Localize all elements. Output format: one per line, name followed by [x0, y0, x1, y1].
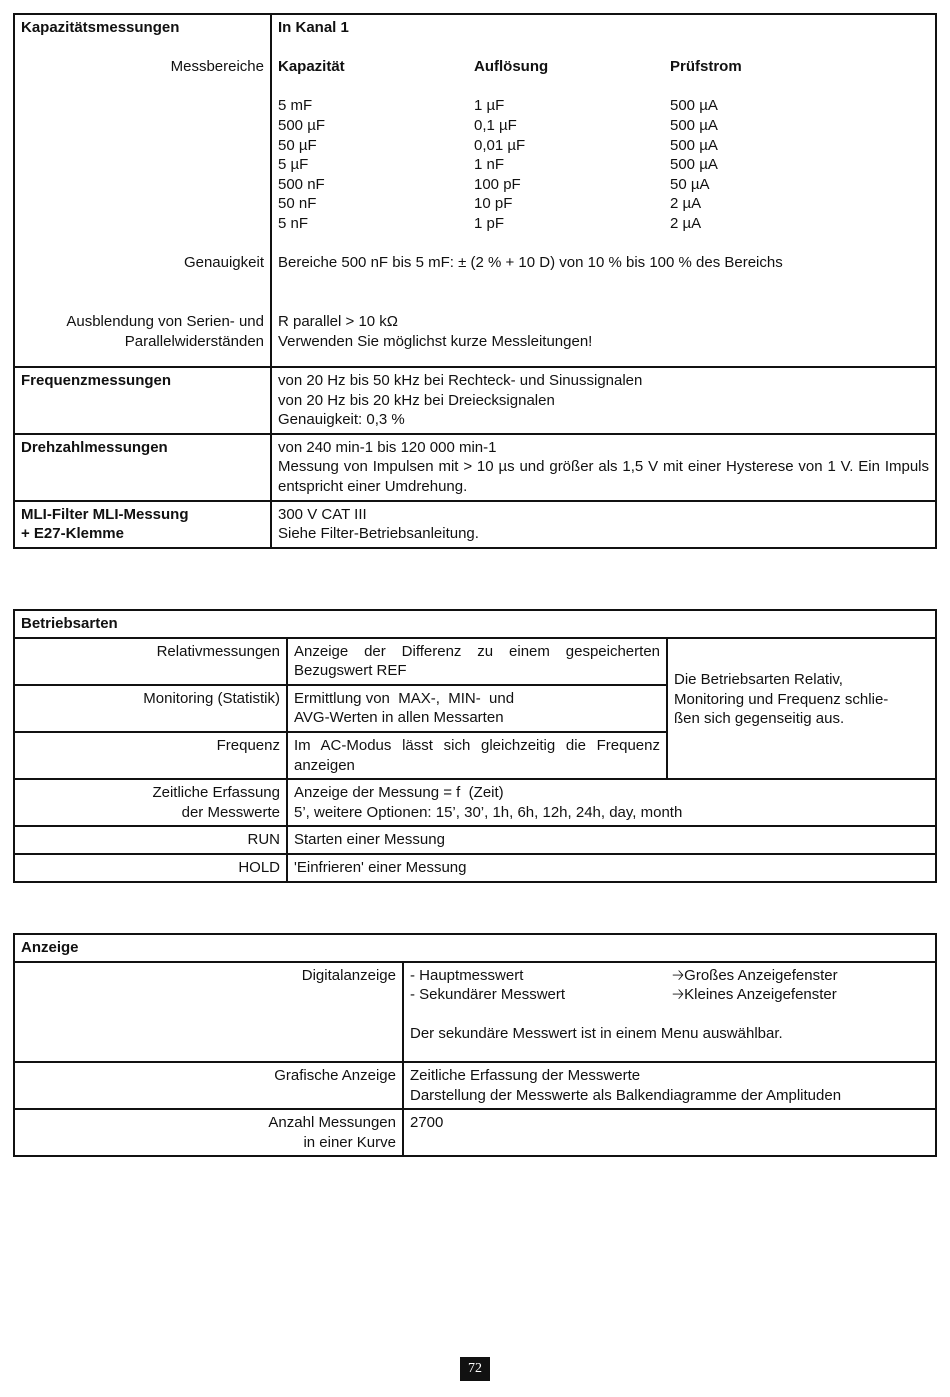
- display-title-text: Anzeige: [21, 939, 79, 956]
- digital-label-text: Digitalanzeige: [301, 966, 396, 984]
- header-capacitance: Kapazität: [278, 58, 345, 76]
- time-label-2: der Messwerte: [181, 803, 280, 821]
- digital-secondary: - Sekundärer Messwert: [410, 986, 566, 1004]
- frequency-values: [271, 367, 936, 434]
- time-label: [14, 779, 287, 826]
- range-current: 500 µA: [670, 136, 718, 154]
- range-current: 500 µA: [670, 116, 718, 134]
- range-capacitance: 5 µF: [278, 156, 309, 174]
- run-label: [14, 826, 287, 854]
- relative-row: [14, 638, 936, 685]
- range-capacitance: 5 mF: [278, 97, 313, 115]
- hold-value: [287, 854, 936, 882]
- graphic-value-2: Darstellung der Messwerte als Balkendiagramme der Amplituden: [410, 1086, 842, 1104]
- range-row: [278, 155, 929, 175]
- capacitance-values: [271, 14, 936, 367]
- range-current: 2 µA: [670, 214, 702, 232]
- mli-values: [271, 501, 936, 548]
- modes-note-line: Die Betriebsarten Relativ,: [674, 670, 843, 688]
- mli-title: [14, 501, 271, 548]
- run-row: [14, 826, 936, 854]
- rpm-description: Messung von Impulsen mit > 10 µs und größer als 1,5 V mit einer Hysterese von 1 V. Ein Impuls entspricht einer Umdrehung.: [278, 458, 929, 496]
- run-value: [287, 826, 936, 854]
- range-resolution: 1 nF: [474, 156, 505, 174]
- count-label-2: in einer Kurve: [303, 1133, 396, 1151]
- freq-mode-value: [287, 732, 667, 779]
- graphic-value-1: Zeitliche Erfassung der Messwerte: [410, 1066, 641, 1084]
- digital-main-row: [410, 966, 929, 986]
- digital-value: [403, 962, 936, 1062]
- range-current: 500 µA: [670, 156, 718, 174]
- frequency-row: [14, 367, 936, 434]
- digital-label: [14, 962, 403, 1062]
- range-row: [278, 96, 929, 116]
- monitoring-label-text: Monitoring (Statistik): [143, 689, 280, 707]
- modes-header-row: [14, 610, 936, 638]
- monitoring-label: [14, 685, 287, 732]
- graphic-label-text: Grafische Anzeige: [274, 1066, 396, 1084]
- run-value-text: Starten einer Messung: [294, 831, 445, 849]
- graphic-value: [403, 1062, 936, 1109]
- digital-note: Der sekundäre Messwert ist in einem Menu auswählbar.: [410, 1025, 783, 1043]
- range-resolution: 1 pF: [474, 214, 505, 232]
- hold-row: [14, 854, 936, 882]
- frequency-line: von 20 Hz bis 20 kHz bei Dreiecksignalen: [278, 391, 555, 409]
- arrow-right-icon: 🡢: [672, 966, 685, 984]
- mli-title-1: MLI-Filter MLI-Messung: [21, 505, 189, 523]
- display-header-row: [14, 934, 936, 962]
- freq-mode-value-text: Im AC-Modus lässt sich gleichzeitig die Frequenz anzeigen: [294, 736, 660, 774]
- rpm-title-text: Drehzahlmessungen: [21, 438, 168, 456]
- range-capacitance: 5 nF: [278, 214, 309, 232]
- suppression-label-2: Parallelwiderständen: [124, 332, 264, 350]
- modes-table: [13, 609, 937, 883]
- freq-mode-label-text: Frequenz: [216, 736, 280, 754]
- hold-label: [14, 854, 287, 882]
- header-resolution: Auflösung: [474, 58, 549, 76]
- digital-secondary-target: Kleines Anzeigefenster: [684, 986, 837, 1004]
- range-current: 2 µA: [670, 195, 702, 213]
- run-label-text: RUN: [247, 831, 280, 849]
- digital-main: - Hauptmesswert: [410, 966, 524, 984]
- hold-value-text: 'Einfrieren' einer Messung: [294, 858, 467, 876]
- range-resolution: 10 pF: [474, 195, 513, 213]
- header-test-current: Prüfstrom: [670, 58, 742, 76]
- capacitance-title: Kapazitätsmessungen: [21, 19, 180, 36]
- rpm-values: [271, 434, 936, 501]
- relative-value: [287, 638, 667, 685]
- graphic-label: [14, 1062, 403, 1109]
- range-row: [278, 175, 929, 195]
- suppression-value-2: Verwenden Sie möglichst kurze Messleitungen!: [278, 332, 593, 350]
- count-value: [403, 1109, 936, 1156]
- mli-note: Siehe Filter-Betriebsanleitung.: [278, 525, 479, 543]
- display-table: [13, 933, 937, 1157]
- range-current: 50 µA: [670, 175, 710, 193]
- range-table-header: [278, 57, 929, 77]
- count-label: [14, 1109, 403, 1156]
- modes-title: [14, 610, 936, 638]
- rpm-row: [14, 434, 936, 501]
- count-value-text: 2700: [410, 1114, 444, 1132]
- range-row: [278, 136, 929, 156]
- frequency-title-text: Frequenzmessungen: [21, 372, 172, 390]
- frequency-line: Genauigkeit: 0,3 %: [278, 411, 405, 429]
- range-row: [278, 214, 929, 234]
- time-row: [14, 779, 936, 826]
- modes-note-line: ßen sich gegenseitig aus.: [674, 710, 845, 728]
- rpm-range: von 240 min-1 bis 120 000 min-1: [278, 438, 497, 456]
- relative-value-text: Anzeige der Differenz zu einem gespeicherten Bezugswert REF: [294, 642, 660, 680]
- rpm-title: [14, 434, 271, 501]
- channel-label: In Kanal 1: [278, 19, 349, 36]
- freq-mode-label: [14, 732, 287, 779]
- hold-label-text: HOLD: [238, 858, 280, 876]
- modes-note: [667, 638, 936, 780]
- monitoring-value: [287, 685, 667, 732]
- capacitance-labels: [14, 14, 271, 367]
- suppression-value-1: R parallel > 10 kΩ: [278, 312, 399, 330]
- arrow-right-icon: 🡢: [672, 986, 685, 1004]
- spec-table: [13, 13, 937, 549]
- digital-row: [14, 962, 936, 1062]
- accuracy-label: Genauigkeit: [183, 254, 264, 272]
- range-row: [278, 194, 929, 214]
- range-row: [278, 116, 929, 136]
- digital-main-target: Großes Anzeigefenster: [684, 966, 838, 984]
- range-capacitance: 500 µF: [278, 116, 325, 134]
- mli-row: [14, 501, 936, 548]
- digital-secondary-row: [410, 985, 929, 1005]
- frequency-line: von 20 Hz bis 50 kHz bei Rechteck- und Sinussignalen: [278, 372, 643, 390]
- mli-category: 300 V CAT III: [278, 505, 367, 523]
- frequency-title: [14, 367, 271, 434]
- range-resolution: 100 pF: [474, 175, 521, 193]
- suppression-label-1: Ausblendung von Serien- und: [66, 312, 264, 330]
- monitoring-value-2: AVG-Werten in allen Messarten: [294, 709, 504, 727]
- modes-note-line: Monitoring und Frequenz schlie-: [674, 690, 889, 708]
- count-row: [14, 1109, 936, 1156]
- range-current: 500 µA: [670, 97, 718, 115]
- monitoring-value-1: Ermittlung von MAX-, MIN- und: [294, 689, 515, 707]
- accuracy-value: Bereiche 500 nF bis 5 mF: ± (2 % + 10 D) von 10 % bis 100 % des Bereichs: [278, 254, 783, 272]
- range-resolution: 0,1 µF: [474, 116, 517, 134]
- range-capacitance: 50 µF: [278, 136, 317, 154]
- display-title: [14, 934, 936, 962]
- graphic-row: [14, 1062, 936, 1109]
- page-number: 72: [460, 1357, 490, 1381]
- count-label-1: Anzahl Messungen: [268, 1114, 396, 1132]
- mli-title-2: + E27-Klemme: [21, 525, 124, 543]
- time-value-2: 5’, weitere Optionen: 15’, 30’, 1h, 6h, 12h, 24h, day, month: [294, 803, 683, 821]
- range-resolution: 1 µF: [474, 97, 505, 115]
- capacitance-row: [14, 14, 936, 367]
- range-resolution: 0,01 µF: [474, 136, 526, 154]
- range-capacitance: 500 nF: [278, 175, 325, 193]
- time-value-1: Anzeige der Messung = f (Zeit): [294, 784, 504, 802]
- time-value: [287, 779, 936, 826]
- ranges-label: Messbereiche: [170, 58, 264, 76]
- range-capacitance: 50 nF: [278, 195, 317, 213]
- relative-label: [14, 638, 287, 685]
- time-label-1: Zeitliche Erfassung: [152, 784, 280, 802]
- modes-title-text: Betriebsarten: [21, 615, 118, 632]
- relative-label-text: Relativmessungen: [156, 642, 280, 660]
